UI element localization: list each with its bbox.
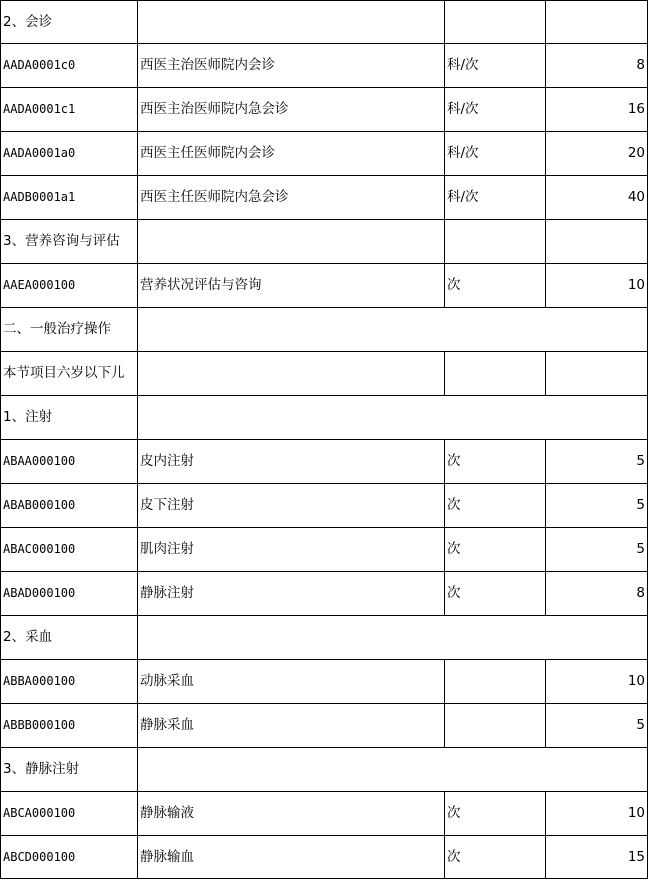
item-name-cell: 皮内注射 — [138, 440, 445, 484]
item-price-cell: 5 — [546, 528, 648, 572]
item-unit-cell: 科/次 — [445, 44, 546, 88]
merged-empty-cell — [138, 616, 648, 660]
empty-cell — [445, 220, 546, 264]
item-price-cell: 10 — [546, 792, 648, 836]
item-unit-cell: 次 — [445, 572, 546, 616]
item-code-cell: ABCA000100 — [1, 792, 138, 836]
item-name-cell: 肌肉注射 — [138, 528, 445, 572]
heading-title-cell: 1、注射 — [1, 396, 138, 440]
item-code-cell: AADA0001c1 — [1, 88, 138, 132]
item-code-cell: ABAB000100 — [1, 484, 138, 528]
empty-cell — [138, 220, 445, 264]
heading-title-cell: 2、采血 — [1, 616, 138, 660]
item-price-cell: 5 — [546, 704, 648, 748]
item-price-cell: 16 — [546, 88, 648, 132]
item-code-cell: ABBB000100 — [1, 704, 138, 748]
empty-cell — [546, 220, 648, 264]
item-code-cell: AADA0001a0 — [1, 132, 138, 176]
section-row — [1, 352, 648, 396]
section-title-cell: 2、会诊 — [1, 1, 138, 44]
section-row — [1, 1, 648, 44]
table-row — [1, 528, 648, 572]
item-unit-cell: 科/次 — [445, 132, 546, 176]
heading-row — [1, 616, 648, 660]
item-unit-cell: 次 — [445, 792, 546, 836]
item-name-cell: 静脉采血 — [138, 704, 445, 748]
heading-row — [1, 748, 648, 792]
item-code-cell: AADA0001c0 — [1, 44, 138, 88]
merged-empty-cell — [138, 748, 648, 792]
item-code-cell: ABAA000100 — [1, 440, 138, 484]
item-unit-cell: 次 — [445, 264, 546, 308]
heading-title-cell: 二、一般治疗操作 — [1, 308, 138, 352]
table-row — [1, 176, 648, 220]
table-row — [1, 660, 648, 704]
item-code-cell: ABCD000100 — [1, 836, 138, 879]
item-name-cell: 静脉输血 — [138, 836, 445, 879]
item-unit-cell: 次 — [445, 528, 546, 572]
empty-cell — [138, 1, 445, 44]
item-unit-cell — [445, 660, 546, 704]
item-name-cell: 营养状况评估与咨询 — [138, 264, 445, 308]
fee-schedule-body — [1, 1, 648, 879]
item-name-cell: 皮下注射 — [138, 484, 445, 528]
section-row — [1, 220, 648, 264]
table-row — [1, 792, 648, 836]
item-unit-cell — [445, 704, 546, 748]
item-code-cell: AADB0001a1 — [1, 176, 138, 220]
item-name-cell: 静脉输液 — [138, 792, 445, 836]
table-row — [1, 44, 648, 88]
item-code-cell: AAEA000100 — [1, 264, 138, 308]
empty-cell — [546, 1, 648, 44]
item-price-cell: 5 — [546, 484, 648, 528]
heading-title-cell: 3、静脉注射 — [1, 748, 138, 792]
item-name-cell: 西医主任医师院内急会诊 — [138, 176, 445, 220]
item-unit-cell: 次 — [445, 440, 546, 484]
item-price-cell: 10 — [546, 264, 648, 308]
section-title-cell: 本节项目六岁以下儿 — [1, 352, 138, 396]
table-row — [1, 836, 648, 879]
item-code-cell: ABAD000100 — [1, 572, 138, 616]
table-row — [1, 264, 648, 308]
table-row — [1, 484, 648, 528]
heading-row — [1, 396, 648, 440]
table-row — [1, 572, 648, 616]
item-unit-cell: 次 — [445, 836, 546, 879]
item-name-cell: 西医主治医师院内急会诊 — [138, 88, 445, 132]
empty-cell — [138, 352, 445, 396]
item-code-cell: ABAC000100 — [1, 528, 138, 572]
item-price-cell: 15 — [546, 836, 648, 879]
section-title-cell: 3、营养咨询与评估 — [1, 220, 138, 264]
table-row — [1, 132, 648, 176]
item-code-cell: ABBA000100 — [1, 660, 138, 704]
empty-cell — [445, 352, 546, 396]
item-unit-cell: 科/次 — [445, 176, 546, 220]
merged-empty-cell — [138, 396, 648, 440]
item-price-cell: 10 — [546, 660, 648, 704]
item-price-cell: 5 — [546, 440, 648, 484]
item-price-cell: 20 — [546, 132, 648, 176]
empty-cell — [546, 352, 648, 396]
item-price-cell: 8 — [546, 44, 648, 88]
item-name-cell: 静脉注射 — [138, 572, 445, 616]
table-row — [1, 440, 648, 484]
item-name-cell: 动脉采血 — [138, 660, 445, 704]
table-row — [1, 88, 648, 132]
item-price-cell: 40 — [546, 176, 648, 220]
item-name-cell: 西医主治医师院内会诊 — [138, 44, 445, 88]
heading-row — [1, 308, 648, 352]
table-row — [1, 704, 648, 748]
item-unit-cell: 次 — [445, 484, 546, 528]
item-name-cell: 西医主任医师院内会诊 — [138, 132, 445, 176]
item-unit-cell: 科/次 — [445, 88, 546, 132]
merged-empty-cell — [138, 308, 648, 352]
empty-cell — [445, 1, 546, 44]
item-price-cell: 8 — [546, 572, 648, 616]
